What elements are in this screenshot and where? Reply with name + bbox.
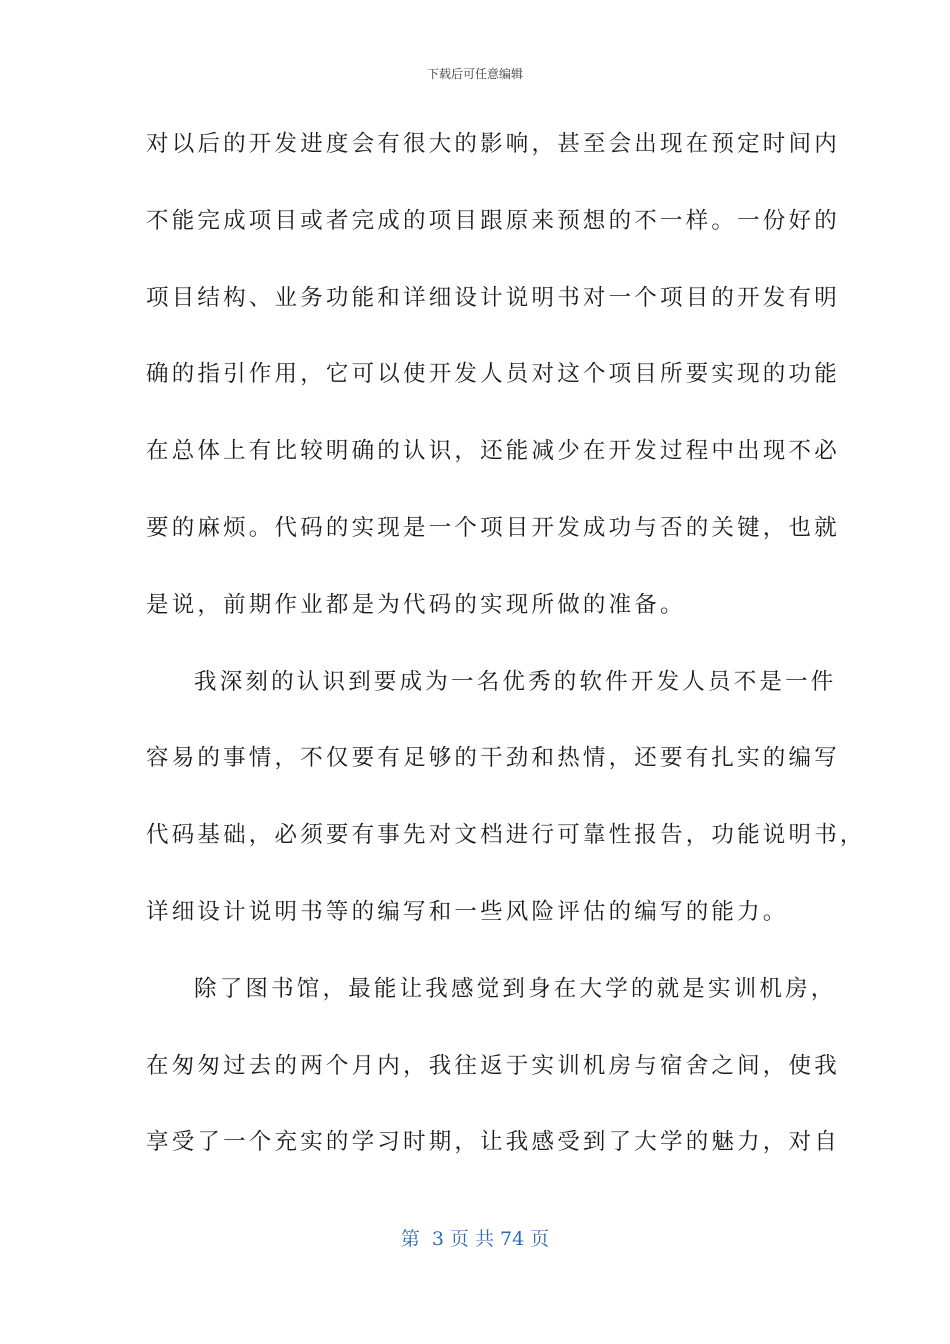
text-line: 确的指引作用，它可以使开发人员对这个项目所要实现的功能 xyxy=(146,361,840,388)
text-line: 容易的事情，不仅要有足够的干劲和热情，还要有扎实的编写 xyxy=(146,745,840,772)
text-line: 在匆匆过去的两个月内，我往返于实训机房与宿舍之间，使我 xyxy=(146,1052,840,1079)
text-line: 要的麻烦。代码的实现是一个项目开发成功与否的关键，也就 xyxy=(146,514,840,541)
page-header: 下载后可任意编辑 xyxy=(426,67,523,81)
paragraph-start-line: 我深刻的认识到要成为一名优秀的软件开发人员不是一件 xyxy=(194,668,837,695)
text-line: 不能完成项目或者完成的项目跟原来预想的不一样。一份好的 xyxy=(146,207,840,234)
page-number-footer: 第 3 页 共 74 页 xyxy=(400,1228,550,1250)
text-line: 享受了一个充实的学习时期，让我感受到了大学的魅力，对自 xyxy=(146,1129,840,1156)
text-line: 项目结构、业务功能和详细设计说明书对一个项目的开发有明 xyxy=(146,284,840,311)
text-line: 在总体上有比较明确的认识，还能减少在开发过程中出现不必 xyxy=(146,438,840,465)
text-line: 是说，前期作业都是为代码的实现所做的准备。 xyxy=(146,591,686,618)
text-line: 详细设计说明书等的编写和一些风险评估的编写的能力。 xyxy=(146,898,789,925)
paragraph-start-line: 除了图书馆，最能让我感觉到身在大学的就是实训机房， xyxy=(194,975,837,1002)
document-body xyxy=(146,125,866,1200)
text-line: 对以后的开发进度会有很大的影响，甚至会出现在预定时间内 xyxy=(146,131,840,157)
text-line: 代码基础，必须要有事先对文档进行可靠性报告，功能说明书， xyxy=(146,822,866,849)
